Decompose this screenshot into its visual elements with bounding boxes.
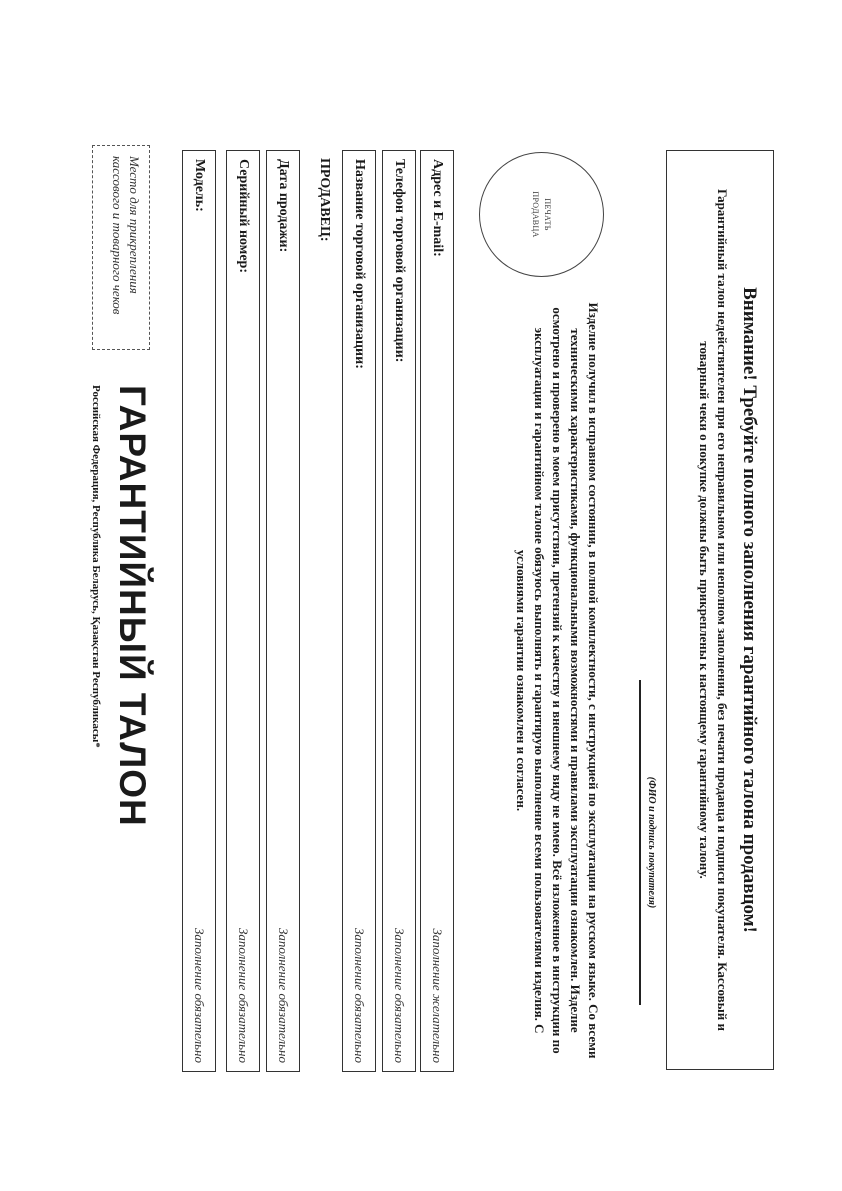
serial-number-label: Серийный номер:: [236, 159, 251, 273]
store-phone-hint: Заполнение обязательно: [392, 928, 407, 1063]
stamp-label-2: ПРОДАВЦА: [531, 191, 541, 238]
seller-heading: ПРОДАВЕЦ:: [317, 158, 332, 242]
model-field[interactable]: [182, 150, 216, 1072]
store-name-label: Название торговой организации:: [352, 159, 367, 369]
seller-stamp-circle: [479, 152, 604, 277]
page-title: ГАРАНТИЙНЫЙ ТАЛОН: [112, 385, 153, 827]
address-email-field[interactable]: [420, 150, 454, 1072]
serial-number-field[interactable]: [226, 150, 260, 1072]
store-name-hint: Заполнение обязательно: [352, 928, 367, 1063]
store-name-field[interactable]: [342, 150, 376, 1072]
store-phone-label: Телефон торговой организации:: [392, 159, 407, 363]
warning-title: Внимание! Требуйте полного заполнения гарантийного талона продавцом!: [739, 287, 760, 933]
signature-line[interactable]: [639, 680, 641, 1005]
page-subtitle: Российская Федерация, Республика Беларусь, Қазақстан Республикасы*: [90, 385, 102, 748]
consent-text: Изделие получил в исправном состоянии, в полной комплектности, с инструкцией по эксплуатации на русском языке. Со всеми техническими характеристиками, функциональными возможностями и правилами эксплуатации ознакомлен. Изделие осмотрено и проверено в моем присутствии, претензий к качеству и внешнему виду не имею. Всё изложенное в инструкции по эксплуатации и гарантийном талоне обязуюсь выполнять и гарантирую выполнение всеми пользователями изделия. С условиями гарантии ознакомлен и согласен.: [514, 302, 601, 1059]
sale-date-label: Дата продажи:: [276, 159, 291, 253]
serial-number-hint: Заполнение обязательно: [236, 928, 251, 1063]
receipt-area-line-2: кассового и товарного чеков: [110, 156, 125, 315]
sale-date-hint: Заполнение обязательно: [276, 928, 291, 1063]
receipt-attachment-area: [92, 145, 150, 350]
warning-text: Гарантийный талон недействителен при его неправильном или неполном заполнении, без печати продавца и подписи покупателя. Кассовый и товарный чеки о покупке должны быть прикреплены к настоящему гарантийному талону.: [697, 188, 730, 1032]
address-email-hint: Заполнение желательно: [430, 928, 445, 1063]
sale-date-field[interactable]: [266, 150, 300, 1072]
stamp-label-1: ПЕЧАТЬ: [543, 198, 553, 231]
model-label: Модель:: [192, 159, 207, 212]
store-phone-field[interactable]: [382, 150, 416, 1072]
receipt-area-line-1: Место для прикрепления: [127, 156, 142, 294]
model-hint: Заполнение обязательно: [192, 928, 207, 1063]
warning-box: [666, 150, 774, 1070]
address-email-label: Адрес и E-mail:: [430, 159, 445, 257]
signature-caption: (ФИО и подпись покупателя): [646, 776, 657, 909]
